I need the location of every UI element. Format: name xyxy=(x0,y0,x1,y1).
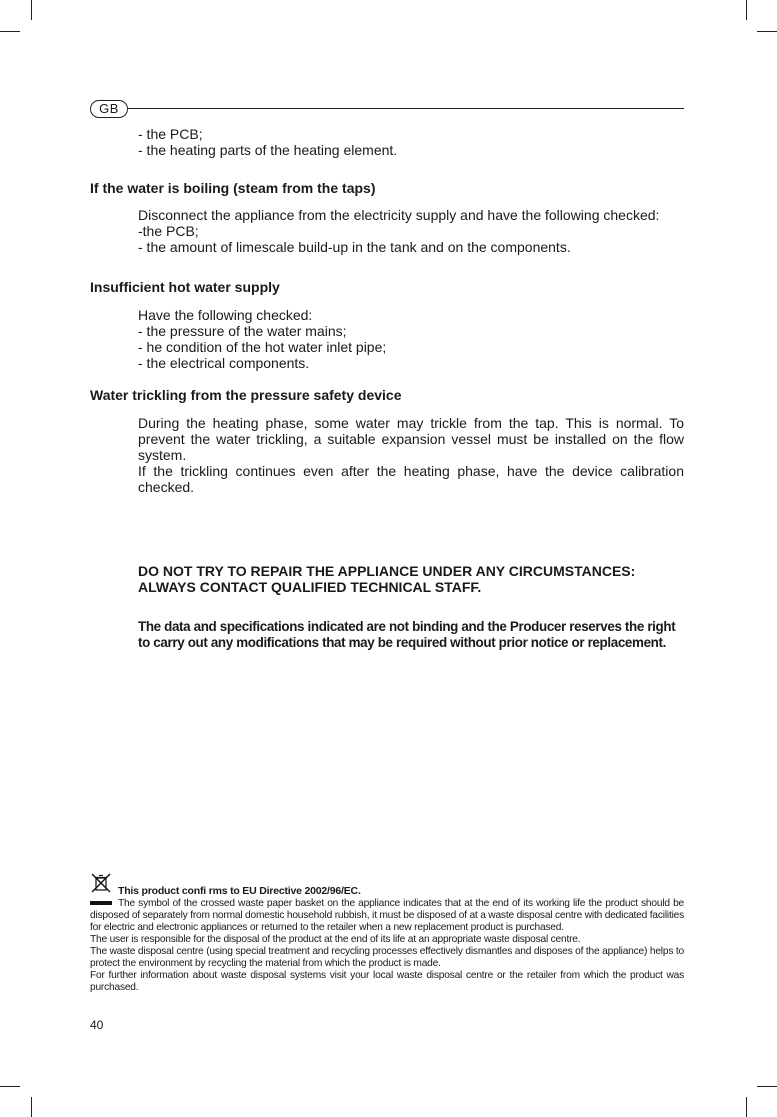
crop-mark xyxy=(746,1097,747,1117)
intro-list xyxy=(138,126,684,158)
list-item: - the electrical components. xyxy=(138,355,310,371)
list-item: Disconnect the appliance from the electricity supply and have the following checked: xyxy=(138,207,660,223)
list-item: - the heating parts of the heating element. xyxy=(138,142,398,158)
paragraph: During the heating phase, some water may trickle from the tap. This is normal. To prevent the water trickling, a suitable expansion vessel must be installed on the flow system. xyxy=(138,415,684,463)
list-item: - he condition of the hot water inlet pipe; xyxy=(138,339,387,355)
paragraph: The waste disposal centre (using special treatment and recycling processes effectively dismantles and disposes of the appliance) helps to protect the environment by recycling the material from which the product is made. xyxy=(90,946,684,969)
repair-warning: DO NOT TRY TO REPAIR THE APPLIANCE UNDER ANY CIRCUMSTANCES: ALWAYS CONTACT QUALIFIED TECHNICAL STAFF. xyxy=(138,563,636,595)
crossed-bin-icon xyxy=(90,872,112,894)
crop-mark xyxy=(746,0,747,20)
paragraph: If the trickling continues even after the heating phase, have the device calibration checked. xyxy=(138,463,684,495)
crop-mark xyxy=(757,31,777,32)
language-badge: GB xyxy=(90,100,128,118)
section-body-insufficient xyxy=(138,307,684,371)
page-number: 40 xyxy=(90,1018,104,1032)
header-rule xyxy=(128,108,684,109)
list-item: - the pressure of the water mains; xyxy=(138,323,347,339)
disclaimer: The data and specifications indicated are not binding and the Producer reserves the right to carry out any modifications that may be required without prior notice or replacement. xyxy=(138,619,676,650)
paragraph: For further information about waste disposal systems visit your local waste disposal centre or the retailer from which the product was purchased. xyxy=(90,970,684,993)
list-item: Have the following checked: xyxy=(138,307,313,323)
section-body-boiling xyxy=(138,207,684,255)
section-heading-trickling: Water trickling from the pressure safety device xyxy=(90,387,402,403)
weee-title: This product confi rms to EU Directive 2002/96/EC. xyxy=(118,885,361,897)
paragraph: The symbol of the crossed waste paper basket on the appliance indicates that at the end of its working life the product should be disposed of separately from normal domestic household rubbish, it must be disposed of at a waste disposal centre with dedicated facilities for electric and electronic appliances or returned to the retailer when a new replacement product is purchased. xyxy=(90,898,684,933)
section-body-trickling xyxy=(138,415,684,495)
paragraph: The user is responsible for the disposal of the product at the end of its life at an appropriate waste disposal centre. xyxy=(90,934,581,945)
weee-text xyxy=(90,898,684,994)
crop-mark xyxy=(0,1086,20,1087)
list-item: - the PCB; xyxy=(138,126,203,142)
list-item: - the amount of limescale build-up in the tank and on the components. xyxy=(138,239,571,255)
crop-mark xyxy=(0,31,20,32)
section-heading-insufficient: Insufficient hot water supply xyxy=(90,279,280,295)
section-heading-boiling: If the water is boiling (steam from the taps) xyxy=(90,180,376,196)
crop-mark xyxy=(757,1086,777,1087)
crop-mark xyxy=(31,0,32,20)
list-item: -the PCB; xyxy=(138,223,199,239)
crop-mark xyxy=(31,1097,32,1117)
